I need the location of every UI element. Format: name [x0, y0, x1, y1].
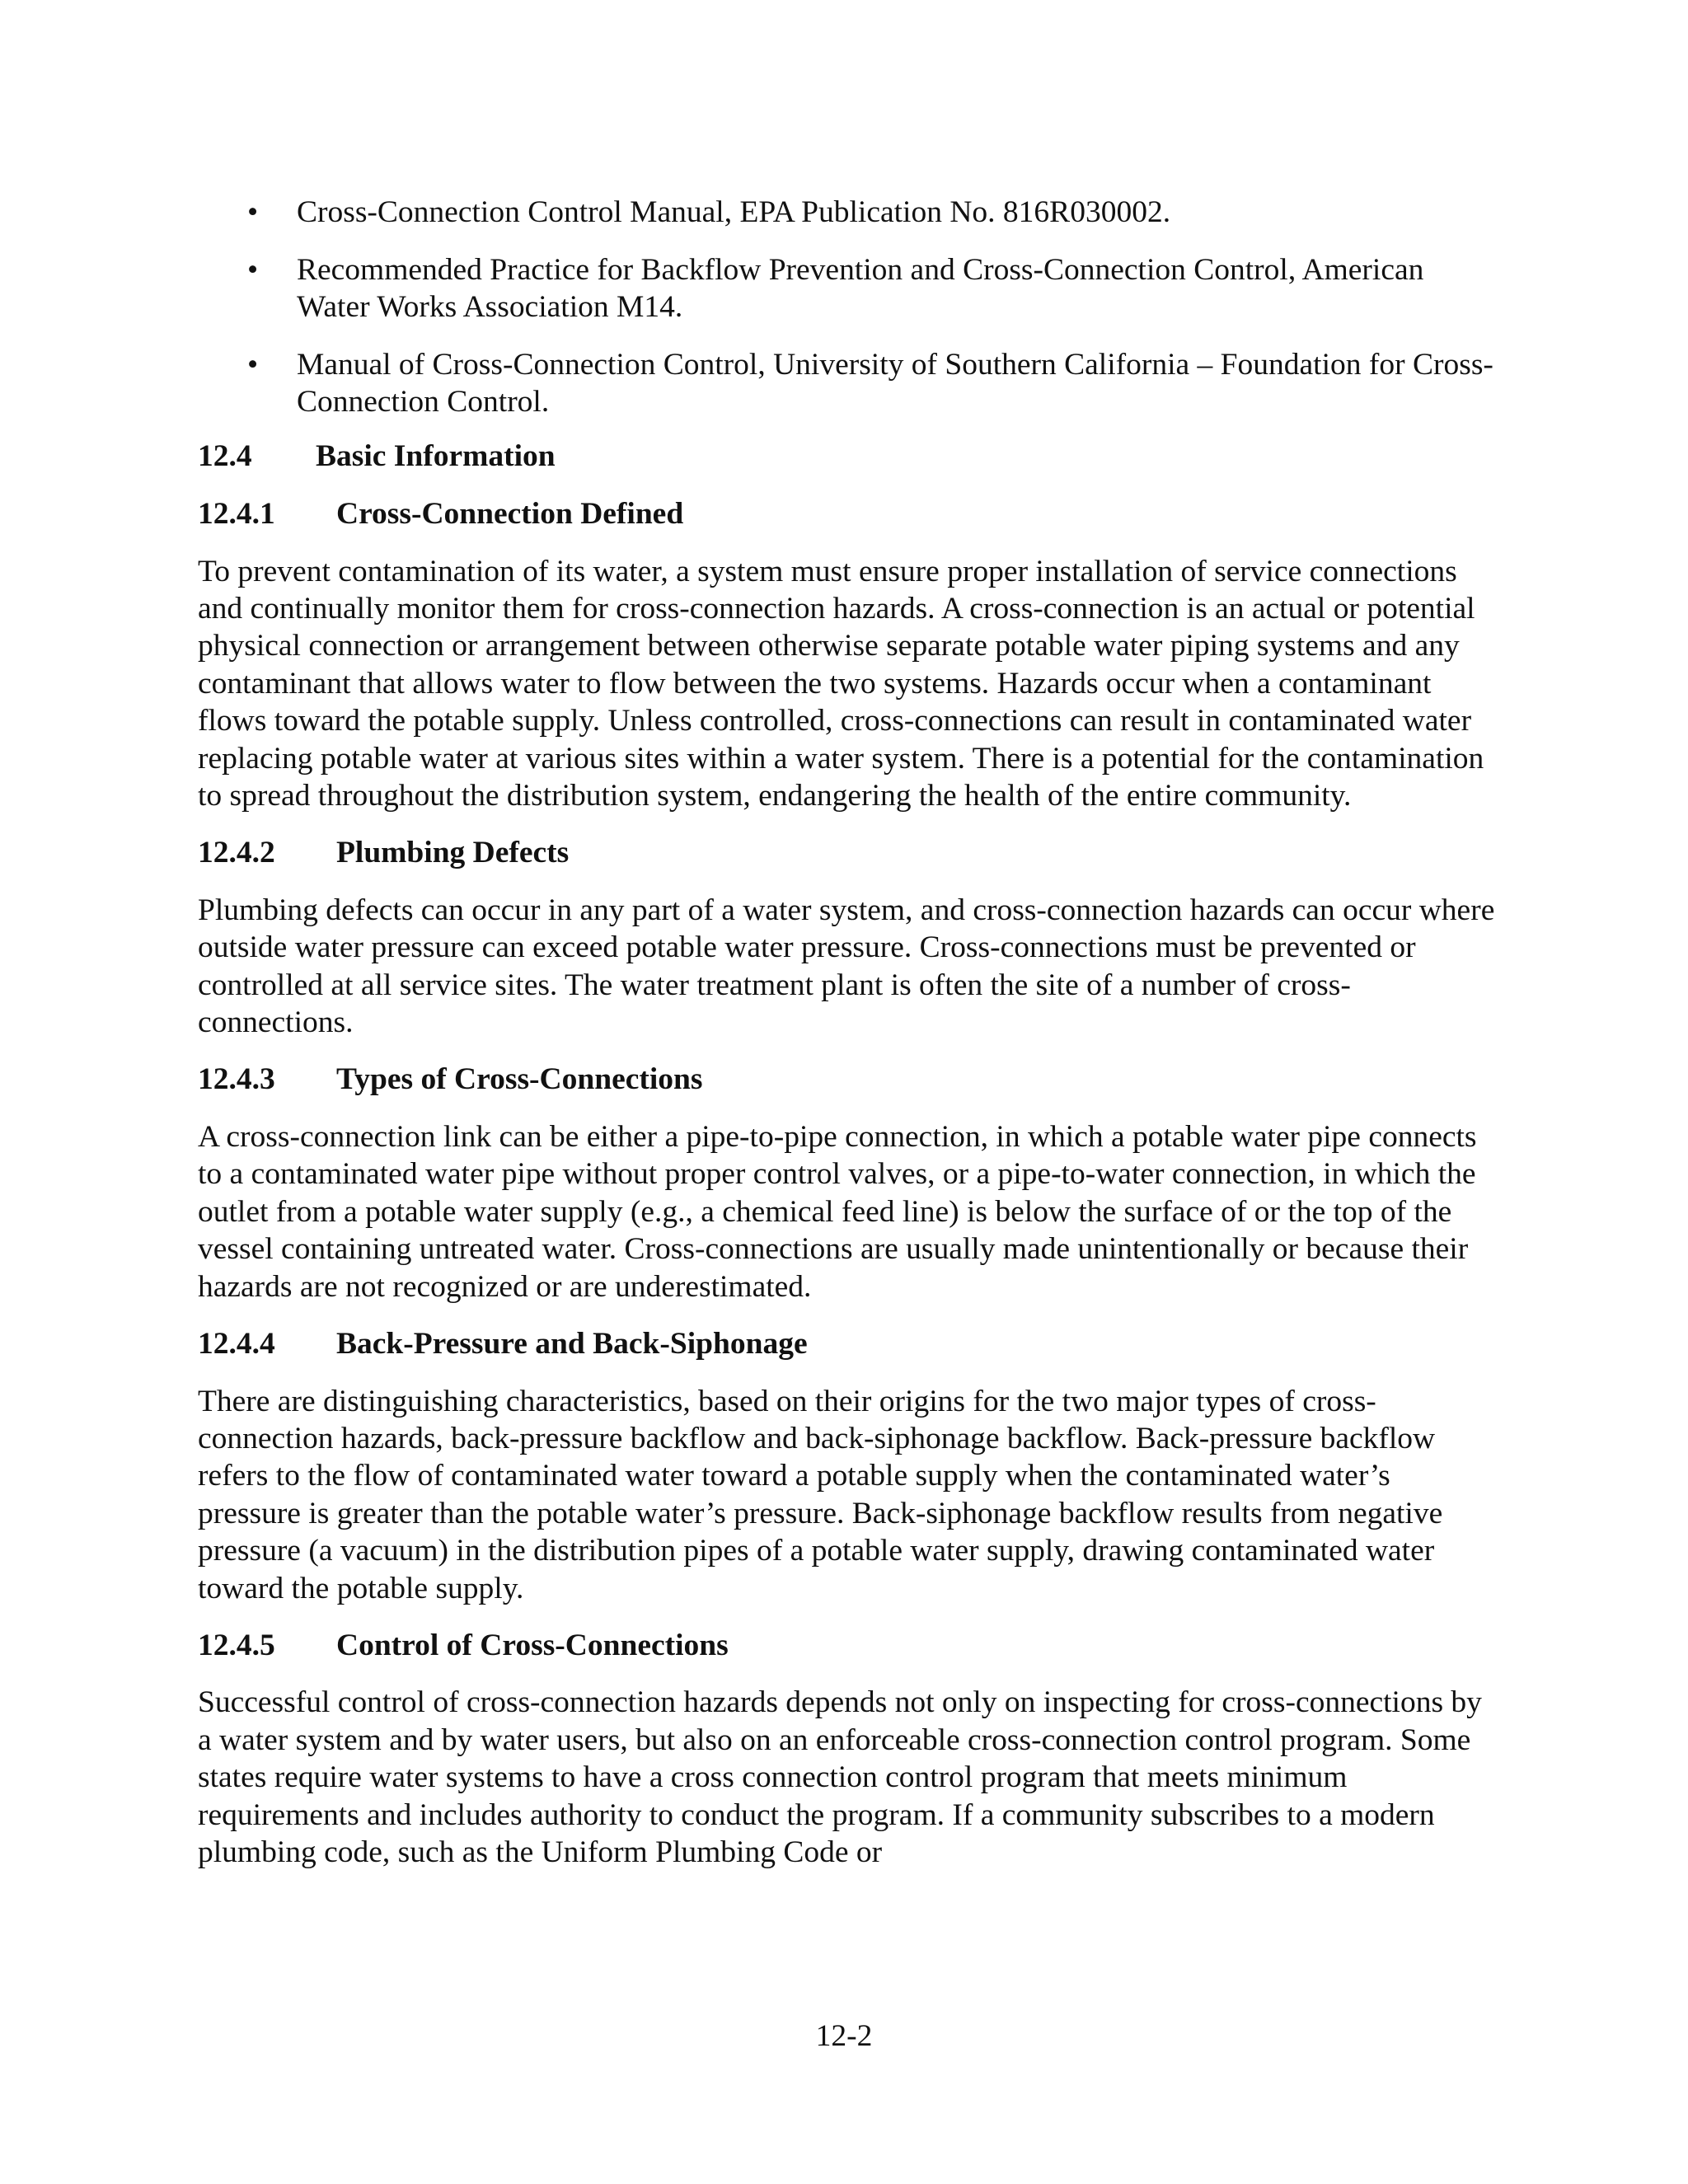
subsection-number: 12.4.4 [198, 1327, 275, 1361]
subsection-number: 12.4.1 [198, 497, 275, 531]
document-page [198, 194, 1496, 1871]
subsection-number: 12.4.3 [198, 1062, 275, 1097]
reference-text: Manual of Cross-Connection Control, University of Southern California – Foundation for Cross-Connection Control. [297, 347, 1493, 419]
bullet-icon: • [247, 252, 259, 287]
subsection-heading [198, 834, 1496, 872]
subsection-title: Plumbing Defects [336, 836, 570, 870]
subsection-title: Back-Pressure and Back-Siphonage [336, 1327, 808, 1361]
subsection-number: 12.4.5 [198, 1628, 275, 1662]
subsection-heading [198, 1627, 1496, 1665]
subsection-paragraph: A cross-connection link can be either a pipe-to-pipe connection, in which a potable water pipe connects to a contaminated water pipe without proper control valves, or a pipe-to-water connection, in which the outlet from a potable water supply (e.g., a chemical feed line) is below the surface of or the top of the vessel containing untreated water. Cross-connections are usually made unintentionally or because their hazards are not recognized or are underestimated. [198, 1119, 1477, 1304]
subsection-heading [198, 495, 1496, 533]
subsection-heading [198, 1061, 1496, 1099]
subsection-paragraph: To prevent contamination of its water, a system must ensure proper installation of service connections and continually monitor them for cross-connection hazards. A cross-connection is an actual or potential physical connection or arrangement between otherwise separate potable water piping systems and any contaminant that allows water to flow between the two systems. Hazards occur when a contaminant flows toward the potable supply. Unless controlled, cross-connections can result in contaminated water replacing potable water at various sites within a water system. There is a potential for the contamination to spread throughout the distribution system, endangering the health of the entire community. [198, 554, 1484, 813]
reference-text: Recommended Practice for Backflow Prevention and Cross-Connection Control, American Water Works Association M14. [297, 252, 1424, 324]
subsection-number: 12.4.2 [198, 836, 275, 870]
page-number: 12-2 [815, 2019, 873, 2053]
subsection-title: Control of Cross-Connections [336, 1628, 729, 1662]
bullet-icon: • [247, 347, 259, 382]
section-title: Basic Information [316, 438, 556, 473]
reference-list [198, 194, 1496, 421]
subsection-paragraph: Successful control of cross-connection hazards depends not only on inspecting for cross-connections by a water system and by water users, but also on an enforceable cross-connection control program. Some states require water systems to have a cross connection control program that meets minimum requirements and includes authority to conduct the program. If a community subscribes to a modern plumbing code, such as the Uniform Plumbing Code or [198, 1685, 1482, 1870]
reference-item [198, 346, 1496, 421]
section-heading [198, 438, 1496, 476]
reference-text: Cross-Connection Control Manual, EPA Publication No. 816R030002. [297, 195, 1171, 229]
subsection-paragraph: There are distinguishing characteristics, based on their origins for the two major types of cross-connection hazards, back-pressure backflow and back-siphonage backflow. Back-pressure backflow refers to the flow of contaminated water toward a potable supply when the contaminated water’s pressure is greater than the potable water’s pressure. Back-siphonage backflow results from negative pressure (a vacuum) in the distribution pipes of a potable water supply, drawing contaminated water toward the potable supply. [198, 1384, 1443, 1605]
subsection-title: Types of Cross-Connections [336, 1062, 703, 1097]
section-number: 12.4 [198, 438, 252, 473]
subsection-title: Cross-Connection Defined [336, 497, 684, 531]
reference-item [198, 251, 1496, 326]
subsection-heading [198, 1325, 1496, 1363]
bullet-icon: • [247, 195, 259, 229]
subsection-paragraph: Plumbing defects can occur in any part of a water system, and cross-connection hazards can occur where outside water pressure can exceed potable water pressure. Cross-connections must be prevented or controlled at all service sites. The water treatment plant is often the site of a number of cross-connections. [198, 893, 1495, 1040]
reference-item [198, 194, 1496, 232]
